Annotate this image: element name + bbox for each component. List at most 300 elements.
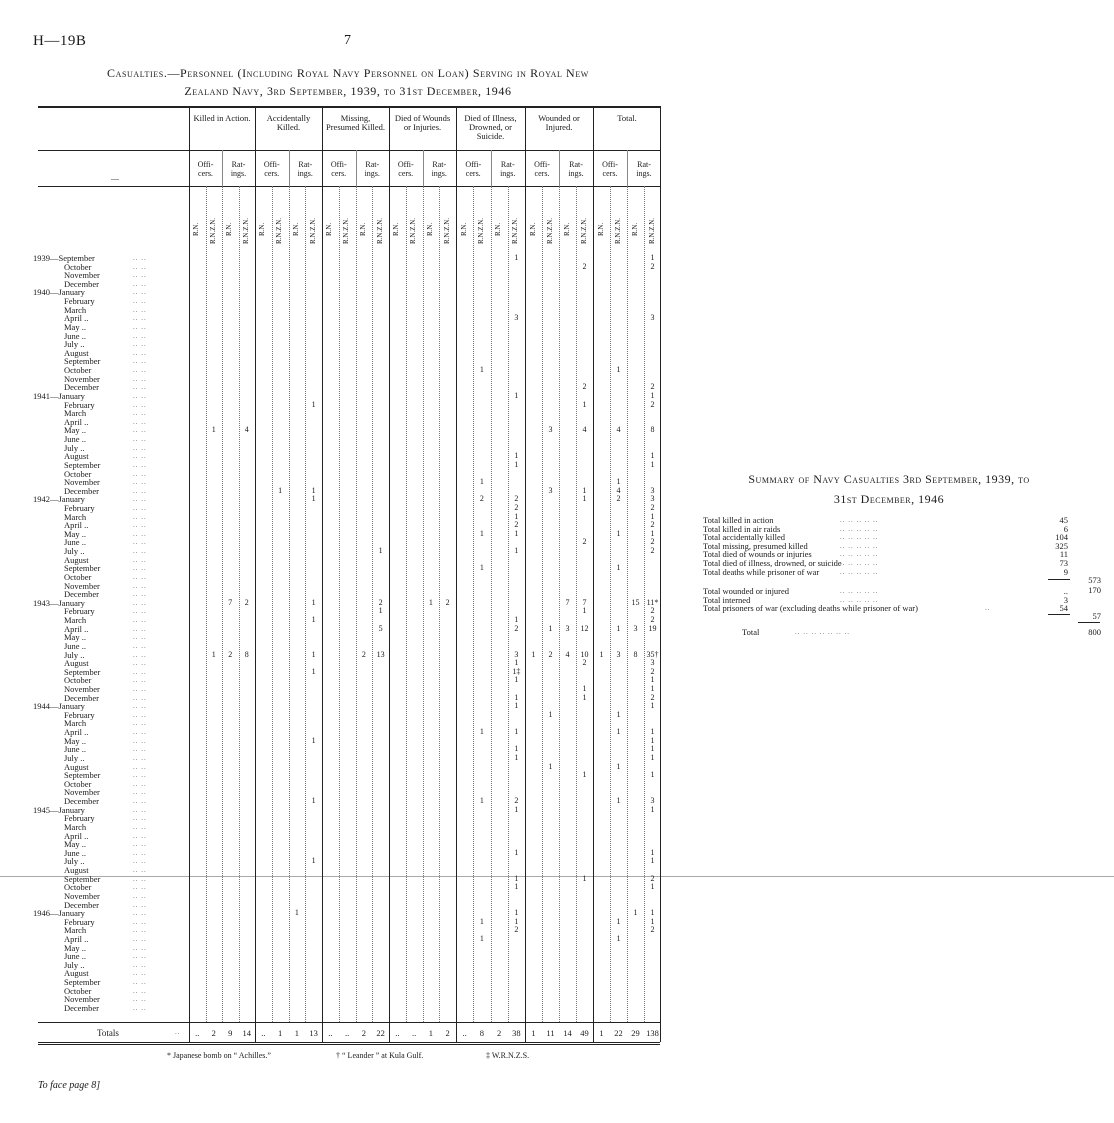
month-label: November (64, 373, 100, 384)
table-cell: 1 (616, 916, 621, 926)
leader-dots: .. .. (133, 986, 147, 995)
table-cell: 2 (650, 382, 655, 392)
leader-dots: .. .. (133, 254, 147, 262)
leader-dots: .. .. (133, 866, 147, 875)
table-cell: 10 (580, 649, 589, 659)
column-divider (542, 186, 543, 1022)
group-divider (593, 106, 594, 1042)
table-cell: 1 (531, 649, 536, 659)
summary-row-value: 54 (1059, 603, 1068, 614)
table-cell: 1 (582, 399, 587, 409)
leader-dots: .. .. (133, 486, 147, 495)
month-label: March (64, 718, 87, 729)
rnzn-column-label: R.N.Z.N. (342, 217, 351, 244)
group-heading: Missing, Presumed Killed. (325, 113, 386, 132)
rn-column-label: R.N. (291, 222, 300, 236)
leader-dots: .. .. (133, 460, 147, 469)
table-cell: 1 (428, 597, 433, 607)
leader-dots: .. .. (133, 676, 147, 685)
table-cell: 1 (650, 908, 655, 918)
totals-cell: .. (261, 1028, 266, 1038)
table-cell: 3 (565, 623, 570, 633)
month-label: September (64, 666, 101, 677)
table-cell: 2 (616, 494, 621, 504)
column-divider (222, 186, 223, 1022)
officers-heading: Offi- cers. (397, 160, 414, 178)
table-cell: 1 (582, 770, 587, 780)
month-label: February (64, 916, 95, 927)
leader-dots: .. .. (133, 848, 147, 857)
leader-dots: .. .. (133, 667, 147, 676)
face-page-note: To face page 8] (38, 1080, 101, 1091)
table-cell: 4 (244, 425, 249, 435)
table-cell: 1 (514, 675, 519, 685)
column-divider (372, 186, 373, 1022)
leader-dots: .. .. (133, 322, 147, 331)
totals-cell: 138 (646, 1028, 659, 1038)
column-divider (206, 186, 207, 1022)
table-cell: 1 (378, 606, 383, 616)
month-label: August (64, 658, 89, 669)
table-cell: 1 (514, 727, 519, 737)
month-label: October (64, 675, 92, 686)
month-label: November (64, 994, 100, 1005)
table-cell: 1‡ (512, 666, 521, 676)
table-cell: 2 (650, 873, 655, 883)
month-label: June .. (64, 744, 86, 755)
leader-dots: .. .. (133, 529, 147, 538)
summary-value: 170 (1088, 585, 1101, 595)
totals-cell: .. (328, 1028, 333, 1038)
month-label: February (64, 296, 95, 307)
table-cell: 1 (650, 511, 655, 521)
month-label: July .. (64, 546, 85, 557)
leader-dots: .. .. (133, 650, 147, 659)
table-cell: 2 (650, 399, 655, 409)
table-cell: 2 (514, 925, 519, 935)
table-cell: 3 (633, 623, 638, 633)
leader-dots: .. .. (133, 883, 147, 892)
rn-column-label: R.N. (494, 222, 503, 236)
table-cell: 1 (514, 528, 519, 538)
table-cell: 1 (650, 770, 655, 780)
totals-cell: 22 (376, 1028, 385, 1038)
group-divider (255, 106, 256, 1042)
month-label: April .. (64, 727, 89, 738)
table-cell: 2 (479, 494, 484, 504)
table-cell: 8 (633, 649, 638, 659)
leader-dots: .. .. (133, 374, 147, 383)
table-cell: 1 (650, 916, 655, 926)
table-cell: 3 (616, 649, 621, 659)
leader-dots: .. .. (133, 762, 147, 771)
summary-row-label: Total wounded or injured (703, 586, 790, 596)
stub-heading-dash: — (111, 174, 119, 183)
summary-row-label: Total prisoners of war (excluding deaths while prisoner of war) (703, 603, 918, 614)
summary-row-label: Total interned (703, 594, 751, 605)
table-cell: 1 (378, 546, 383, 556)
table-cell: 1 (311, 856, 316, 866)
group-divider (322, 106, 323, 1042)
table-cell: 2 (650, 925, 655, 935)
month-label: June .. (64, 847, 86, 858)
leader-dots: .. .. (133, 969, 147, 978)
table-cell: 1 (616, 563, 621, 573)
table-cell: 13 (376, 649, 385, 659)
leader-dots: .. .. (133, 331, 147, 340)
leader-dots: .. .. (133, 348, 147, 357)
month-label: November (64, 890, 100, 901)
leader-dots: .. .. (133, 736, 147, 745)
table-cell: 15 (631, 597, 640, 607)
month-label: May .. (64, 425, 86, 436)
table-cell: 3 (548, 425, 553, 435)
table-cell: 1 (650, 390, 655, 400)
table-cell: 1 (514, 390, 519, 400)
leader-dots: .. .. (133, 745, 147, 754)
table-cell: 1 (311, 735, 316, 745)
column-divider (423, 186, 424, 1022)
leader-dots: .. .. (133, 779, 147, 788)
table-cell: 1 (479, 796, 484, 806)
summary-row-value: 45 (1059, 515, 1068, 525)
month-label: November (64, 580, 100, 591)
leader-dots: .. .. (133, 512, 147, 521)
column-divider (576, 186, 577, 1022)
summary-row-value: 6 (1063, 523, 1068, 534)
subhead-divider (559, 150, 560, 186)
leader-dots: .. .. (133, 314, 147, 323)
table-cell: 3 (548, 485, 553, 495)
table-cell: 2 (650, 546, 655, 556)
month-label: June .. (64, 640, 86, 651)
totals-cell: 2 (211, 1028, 216, 1038)
month-label: May .. (64, 942, 86, 953)
leader-dots: .. .. (133, 788, 147, 797)
month-label: February (64, 399, 95, 410)
table-rule (38, 107, 660, 108)
table-cell: 2 (650, 666, 655, 676)
table-cell: 1 (211, 649, 216, 659)
table-cell: 1 (311, 494, 316, 504)
table-cell: 1 (479, 727, 484, 737)
month-label: November (64, 270, 100, 281)
table-cell: 1 (650, 727, 655, 737)
table-cell: 1 (514, 873, 519, 883)
table-cell: 1 (616, 623, 621, 633)
leader-dots: .. .. (133, 443, 147, 452)
month-label: October (64, 985, 92, 996)
table-cell: 35† (646, 649, 659, 659)
rn-column-label: R.N. (528, 222, 537, 236)
table-cell: 2 (514, 623, 519, 633)
subhead-divider (423, 150, 424, 186)
table-cell: 1 (582, 606, 587, 616)
table-cell: 1 (650, 856, 655, 866)
leader-dots: .. .. .. .. .. (840, 550, 879, 559)
summary-row-value: 9 (1063, 566, 1068, 577)
table-cell: 7 (565, 597, 570, 607)
leader-dots: .. .. (133, 728, 147, 737)
table-cell: 1 (311, 399, 316, 409)
leader-dots: .. .. (133, 452, 147, 461)
table-cell: 1 (582, 873, 587, 883)
month-label: February (64, 502, 95, 513)
footnote-leander: † “ Leander ” at Kula Gulf. (336, 1051, 424, 1060)
table-cell: 3 (514, 313, 519, 323)
rn-column-label: R.N. (325, 222, 334, 236)
month-label: March (64, 925, 87, 936)
totals-cell: .. (195, 1028, 200, 1038)
summary-row-value: 11 (1059, 549, 1068, 560)
month-label: July .. (64, 752, 85, 763)
summary-rule (1048, 614, 1070, 615)
leader-dots: .. (175, 1028, 181, 1036)
table-cell: 4 (616, 425, 621, 435)
table-cell: 2 (582, 261, 587, 271)
rn-column-label: R.N. (392, 222, 401, 236)
ratings-heading: Rat- ings. (297, 160, 313, 178)
table-cell: 2 (650, 692, 655, 702)
rn-column-label: R.N. (630, 222, 639, 236)
totals-cell: 1 (599, 1028, 604, 1038)
ratings-heading: Rat- ings. (431, 160, 447, 178)
group-divider (660, 106, 661, 1042)
leader-dots: .. .. (133, 590, 147, 599)
table-cell: 1 (650, 882, 655, 892)
table-cell: 1 (479, 916, 484, 926)
leader-dots: .. .. (133, 926, 147, 935)
month-label: 1946—January (33, 908, 85, 919)
table-cell: 1 (650, 459, 655, 469)
table-cell: 1 (479, 563, 484, 573)
month-label: March (64, 821, 87, 832)
footnote-achilles: * Japanese bomb on “ Achilles.” (167, 1051, 271, 1060)
leader-dots: .. .. (133, 581, 147, 590)
leader-dots: .. .. (133, 874, 147, 883)
leader-dots: .. .. (133, 978, 147, 987)
table-cell: 1 (582, 485, 587, 495)
group-heading: Total. (617, 113, 637, 123)
month-label: May .. (64, 632, 86, 643)
totals-cell: 1 (531, 1028, 536, 1038)
summary-subtotal: 57 (1092, 611, 1101, 621)
month-label: August (64, 347, 89, 358)
table-cell: 1 (514, 658, 519, 668)
table-cell: 1 (650, 253, 655, 262)
leader-dots: .. .. (133, 538, 147, 547)
leader-dots: .. .. (133, 960, 147, 969)
month-label: March (64, 408, 87, 419)
totals-cell: 1 (428, 1028, 433, 1038)
month-label: December (64, 485, 99, 496)
group-heading: Accidentally Killed. (266, 113, 311, 132)
leader-dots: .. .. (133, 831, 147, 840)
month-label: December (64, 796, 99, 807)
month-label: September (64, 770, 101, 781)
month-label: April .. (64, 520, 89, 531)
column-divider (473, 186, 474, 1022)
totals-cell: 2 (497, 1028, 502, 1038)
leader-dots: .. .. (133, 279, 147, 288)
column-divider (644, 186, 645, 1022)
rnzn-column-label: R.N.Z.N. (409, 217, 418, 244)
leader-dots: .. .. (133, 685, 147, 693)
table-cell: 7 (228, 597, 233, 607)
ratings-heading: Rat- ings. (364, 160, 380, 178)
column-divider (339, 186, 340, 1022)
leader-dots: .. .. (133, 340, 147, 349)
leader-dots: .. .. (133, 710, 147, 719)
month-label: 1941—January (33, 390, 85, 401)
table-cell: 1 (616, 528, 621, 538)
column-divider (406, 186, 407, 1022)
table-cell: 2 (582, 382, 587, 392)
month-label: July .. (64, 856, 85, 867)
table-cell: 1 (616, 365, 621, 375)
month-label: April .. (64, 623, 89, 634)
month-label: June .. (64, 951, 86, 962)
totals-label: Totals (97, 1028, 119, 1038)
rnzn-column-label: R.N.Z.N. (241, 217, 250, 244)
leader-dots: .. .. .. .. .. (840, 559, 879, 567)
rn-column-label: R.N. (358, 222, 367, 236)
rn-column-label: R.N. (596, 222, 605, 236)
summary-row-value: 3 (1063, 594, 1068, 605)
leader-dots: .. .. (133, 659, 147, 668)
month-label: December (64, 899, 99, 910)
ratings-heading: Rat- ings. (500, 160, 516, 178)
month-label: March (64, 304, 87, 315)
leader-dots: .. .. (133, 564, 147, 573)
table-cell: 1 (514, 908, 519, 918)
table-cell: 1 (514, 615, 519, 625)
summary-row-label: Total died of wounds or injuries (703, 549, 812, 560)
table-cell: 1 (548, 709, 553, 719)
leader-dots: .. .. (133, 357, 147, 366)
totals-cell: .. (412, 1028, 417, 1038)
subhead-divider (627, 150, 628, 186)
summary-rule (1048, 579, 1070, 580)
leader-dots: .. .. .. .. .. (840, 595, 879, 604)
month-label: February (64, 813, 95, 824)
month-label: 1942—January (33, 494, 85, 505)
table-cell: 2 (582, 537, 587, 547)
table-cell: 3 (650, 796, 655, 806)
table-cell: 1 (616, 796, 621, 806)
table-cell: 2 (228, 649, 233, 659)
totals-cell: 22 (614, 1028, 623, 1038)
table-rule (38, 1022, 660, 1023)
table-cell: 1 (548, 623, 553, 633)
month-label: October (64, 468, 92, 479)
table-cell: 2 (514, 494, 519, 504)
summary-row-label: Total missing, presumed killed (703, 540, 808, 551)
table-cell: 1 (479, 365, 484, 375)
month-label: August (64, 761, 89, 772)
totals-cell: 11 (546, 1028, 555, 1038)
month-label: November (64, 477, 100, 488)
month-label: November (64, 787, 100, 798)
summary-title-line1: Summary of Navy Casualties 3rd September, 1939, to (748, 472, 1030, 486)
leader-dots: .. .. (133, 297, 147, 306)
rn-column-label: R.N. (425, 222, 434, 236)
leader-dots: .. .. (133, 719, 147, 728)
month-label: April .. (64, 313, 89, 324)
leader-dots: .. .. (133, 555, 147, 564)
month-label: September (64, 459, 101, 470)
rnzn-column-label: R.N.Z.N. (442, 217, 451, 244)
officers-heading: Offi- cers. (602, 160, 618, 178)
month-label: August (64, 554, 89, 565)
scan-fold-line (0, 876, 1114, 877)
rn-column-label: R.N. (225, 222, 234, 236)
totals-cell: 2 (445, 1028, 450, 1038)
totals-cell: 14 (563, 1028, 572, 1038)
table-cell: 2 (650, 537, 655, 547)
month-label: June .. (64, 434, 86, 445)
table-cell: 3 (650, 313, 655, 323)
totals-cell: 2 (361, 1028, 366, 1038)
leader-dots: .. .. (133, 693, 147, 702)
summary-row-value: 73 (1059, 558, 1068, 568)
table-cell: 1 (548, 761, 553, 771)
table-cell: 3 (650, 494, 655, 504)
table-cell: 1 (294, 908, 299, 918)
rnzn-column-label: R.N.Z.N. (275, 217, 284, 244)
totals-cell: 29 (631, 1028, 640, 1038)
table-cell: 1 (616, 727, 621, 737)
table-cell: 1 (616, 933, 621, 943)
group-heading: Killed in Action. (193, 113, 251, 123)
summary-row-value: 104 (1055, 532, 1068, 543)
leader-dots: .. .. (133, 702, 147, 711)
table-cell: 2 (582, 658, 587, 668)
month-label: July .. (64, 339, 85, 350)
table-cell: 2 (445, 597, 450, 607)
column-divider (272, 186, 273, 1022)
table-cell: 3 (650, 658, 655, 668)
table-cell: 1 (616, 709, 621, 719)
month-label: December (64, 382, 99, 393)
subhead-divider (289, 150, 290, 186)
month-label: August (64, 451, 89, 462)
table-cell: 2 (244, 597, 249, 607)
column-divider (627, 186, 628, 1022)
table-cell: 1 (278, 485, 283, 495)
table-cell: 1 (582, 692, 587, 702)
leader-dots: .. .. (133, 521, 147, 530)
table-cell: 1 (650, 847, 655, 857)
leader-dots: .. .. .. .. .. (840, 516, 879, 524)
month-label: December (64, 278, 99, 289)
table-cell: 2 (514, 520, 519, 530)
table-cell: 1 (311, 796, 316, 806)
month-label: May .. (64, 735, 86, 746)
group-divider (525, 106, 526, 1042)
month-label: December (64, 1002, 99, 1013)
table-cell: 1 (514, 804, 519, 814)
rn-column-label: R.N. (192, 222, 201, 236)
month-label: February (64, 606, 95, 617)
month-label: July .. (64, 442, 85, 453)
table-cell: 1 (650, 752, 655, 762)
leader-dots: .. .. (133, 391, 147, 400)
leader-dots: .. .. (133, 995, 147, 1004)
subhead-divider (222, 150, 223, 186)
totals-cell: 49 (580, 1028, 589, 1038)
column-divider (559, 186, 560, 1022)
